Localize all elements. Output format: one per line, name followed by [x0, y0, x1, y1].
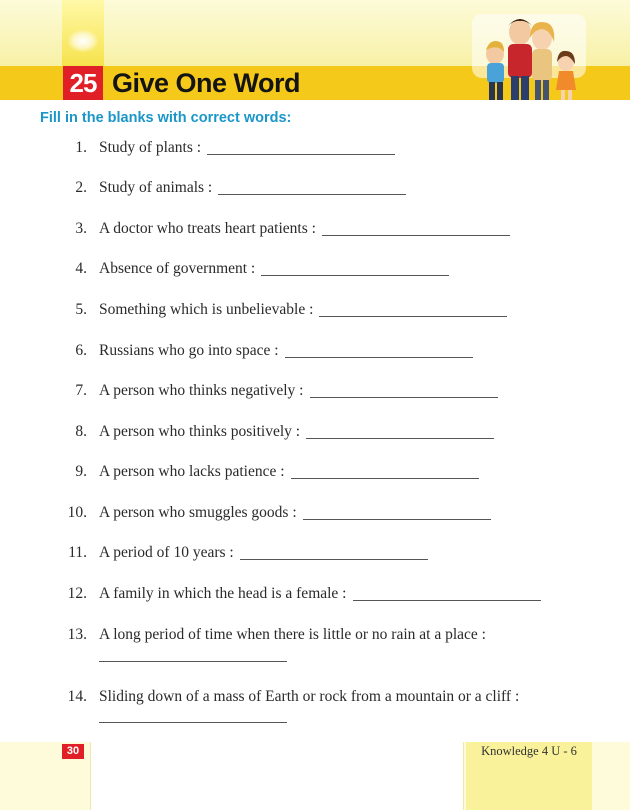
- page-title: Give One Word: [112, 68, 301, 98]
- question-item: [52, 543, 428, 563]
- question-number: 14.: [67, 688, 87, 705]
- question-item: [52, 687, 519, 707]
- question-number: 8.: [75, 423, 87, 440]
- question-item: [52, 219, 510, 239]
- question-item: [52, 178, 406, 198]
- question-number: 13.: [67, 626, 87, 643]
- answer-blank[interactable]: [353, 600, 541, 601]
- question-number: 2.: [75, 179, 87, 196]
- question-text: Study of animals :: [99, 179, 213, 196]
- question-text: A person who smuggles goods :: [99, 504, 297, 521]
- answer-blank[interactable]: [99, 661, 287, 662]
- question-number: 7.: [75, 382, 87, 399]
- answer-blank[interactable]: [99, 722, 287, 723]
- family-cartoon-icon: [470, 12, 588, 104]
- question-item: [52, 462, 479, 482]
- answer-blank[interactable]: [306, 438, 494, 439]
- question-number: 5.: [75, 301, 87, 318]
- question-number: 10.: [67, 504, 87, 521]
- question-item: [52, 138, 395, 158]
- question-text: A family in which the head is a female :: [99, 585, 347, 602]
- question-item: [52, 625, 486, 645]
- page-number: 30: [62, 744, 84, 759]
- answer-blank[interactable]: [322, 235, 510, 236]
- book-title: Knowledge 4 U - 6: [481, 744, 577, 758]
- chapter-number: 25: [63, 66, 103, 100]
- answer-blank[interactable]: [303, 519, 491, 520]
- question-text: A doctor who treats heart patients :: [99, 220, 316, 237]
- header-tab: [62, 0, 104, 66]
- answer-blank[interactable]: [240, 559, 428, 560]
- question-number: 3.: [75, 220, 87, 237]
- answer-blank[interactable]: [319, 316, 507, 317]
- answer-blank[interactable]: [285, 357, 473, 358]
- question-text: Absence of government :: [99, 260, 256, 277]
- question-item: [52, 503, 491, 523]
- instruction-text: Fill in the blanks with correct words:: [40, 110, 292, 126]
- question-text: A period of 10 years :: [99, 544, 234, 561]
- answer-blank[interactable]: [261, 275, 449, 276]
- question-text: Sliding down of a mass of Earth or rock from a mountain or a cliff :: [99, 688, 520, 705]
- answer-blank[interactable]: [207, 154, 395, 155]
- question-number: 1.: [75, 139, 87, 156]
- question-item: [52, 300, 507, 320]
- question-item: [52, 422, 494, 442]
- answer-blank[interactable]: [218, 194, 406, 195]
- question-item: [52, 381, 498, 401]
- question-text: Something which is unbelievable :: [99, 301, 314, 318]
- question-text: Study of plants :: [99, 139, 202, 156]
- question-number: 4.: [75, 260, 87, 277]
- question-number: 9.: [75, 463, 87, 480]
- question-number: 6.: [75, 342, 87, 359]
- question-item: [52, 259, 449, 279]
- answer-blank[interactable]: [310, 397, 498, 398]
- question-number: 12.: [67, 585, 87, 602]
- question-text: A person who lacks patience :: [99, 463, 285, 480]
- question-number: 11.: [68, 544, 87, 561]
- footer-panel: [90, 742, 464, 810]
- question-item: [52, 584, 541, 604]
- question-text: A long period of time when there is little or no rain at a place :: [99, 626, 486, 643]
- question-item: [52, 341, 473, 361]
- question-text: A person who thinks negatively :: [99, 382, 304, 399]
- header-tab-glow: [68, 30, 98, 52]
- answer-blank[interactable]: [291, 478, 479, 479]
- question-text: Russians who go into space :: [99, 342, 279, 359]
- question-text: A person who thinks positively :: [99, 423, 301, 440]
